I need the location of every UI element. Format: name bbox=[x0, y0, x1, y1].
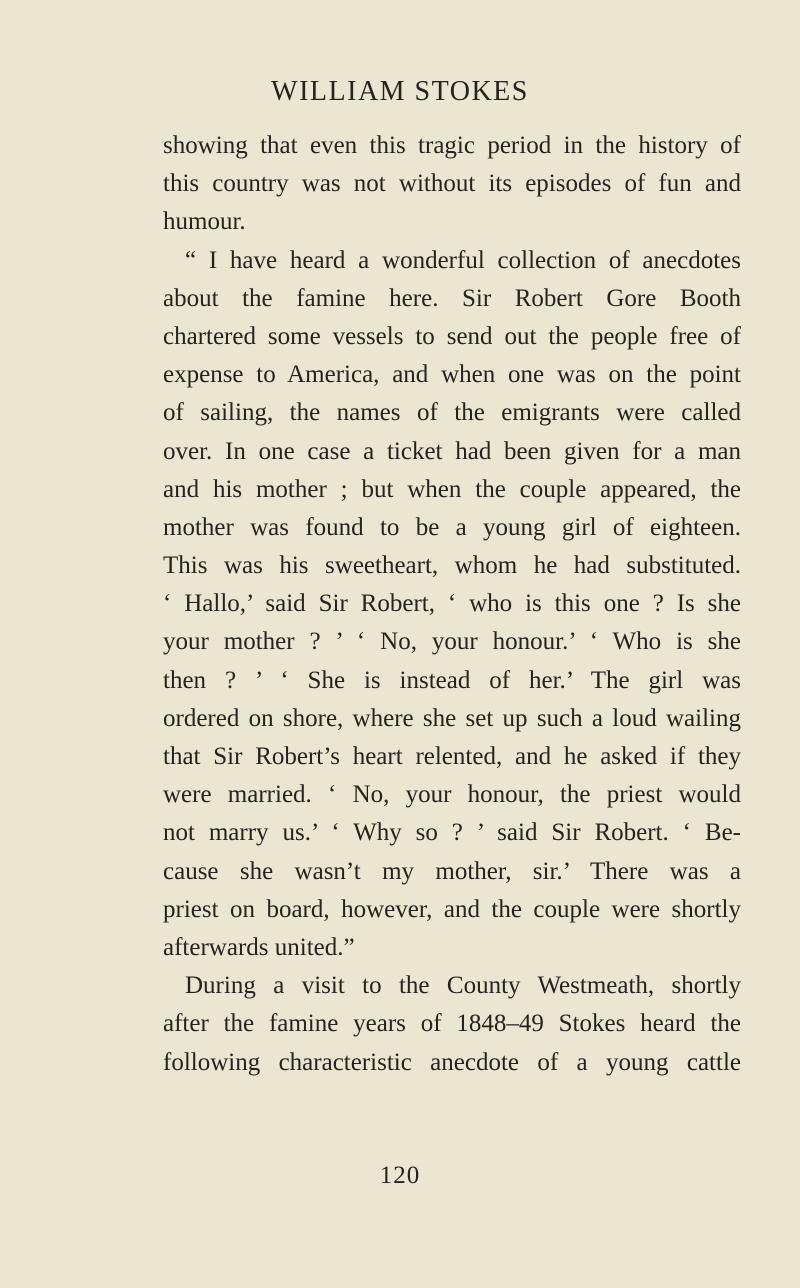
running-head: WILLIAM STOKES bbox=[271, 76, 529, 107]
text-line: over. In one case a ticket had been given for a man bbox=[163, 437, 741, 465]
text-line: cause she wasn’t my mother, sir.’ There was a bbox=[163, 857, 741, 885]
text-line: During a visit to the County Westmeath, shortly bbox=[185, 972, 741, 1000]
text-line: were married. ‘ No, your honour, the priest would bbox=[163, 781, 741, 809]
text-line: that Sir Robert’s heart relented, and he asked if they bbox=[163, 743, 741, 770]
text-line: this country was not without its episodes of fun and bbox=[163, 170, 741, 198]
text-line: ordered on shore, where she set up such a loud wailing bbox=[163, 704, 741, 732]
text-line: priest on board, however, and the couple were shortly bbox=[163, 895, 741, 923]
text-line: expense to America, and when one was on the point bbox=[163, 361, 741, 389]
text-line: your mother ? ’ ‘ No, your honour.’ ‘ Who is she bbox=[163, 628, 741, 656]
text-line: This was his sweetheart, whom he had substituted. bbox=[163, 552, 741, 580]
text-line: not marry us.’ ‘ Why so ? ’ said Sir Robert. ‘ Be- bbox=[163, 819, 741, 847]
text-line: “ I have heard a wonderful collection of anecdotes bbox=[185, 246, 741, 274]
text-line: then ? ’ ‘ She is instead of her.’ The girl was bbox=[163, 666, 741, 694]
text-line: mother was found to be a young girl of eighteen. bbox=[163, 513, 741, 541]
text-line: ‘ Hallo,’ said Sir Robert, ‘ who is this one ? Is she bbox=[163, 590, 741, 618]
text-line: humour. bbox=[163, 208, 246, 236]
body-text bbox=[163, 127, 741, 1082]
text-line: after the famine years of 1848–49 Stokes heard the bbox=[163, 1010, 741, 1038]
text-line: of sailing, the names of the emigrants were called bbox=[163, 399, 741, 427]
text-line: and his mother ; but when the couple appeared, the bbox=[163, 475, 741, 503]
text-line: following characteristic anecdote of a young cattle bbox=[163, 1048, 741, 1076]
text-line: chartered some vessels to send out the people free of bbox=[163, 322, 741, 350]
page-number: 120 bbox=[379, 1162, 421, 1189]
text-line: afterwards united.” bbox=[163, 933, 355, 961]
text-line: about the famine here. Sir Robert Gore Booth bbox=[163, 284, 741, 312]
text-line: showing that even this tragic period in the history of bbox=[163, 132, 741, 159]
